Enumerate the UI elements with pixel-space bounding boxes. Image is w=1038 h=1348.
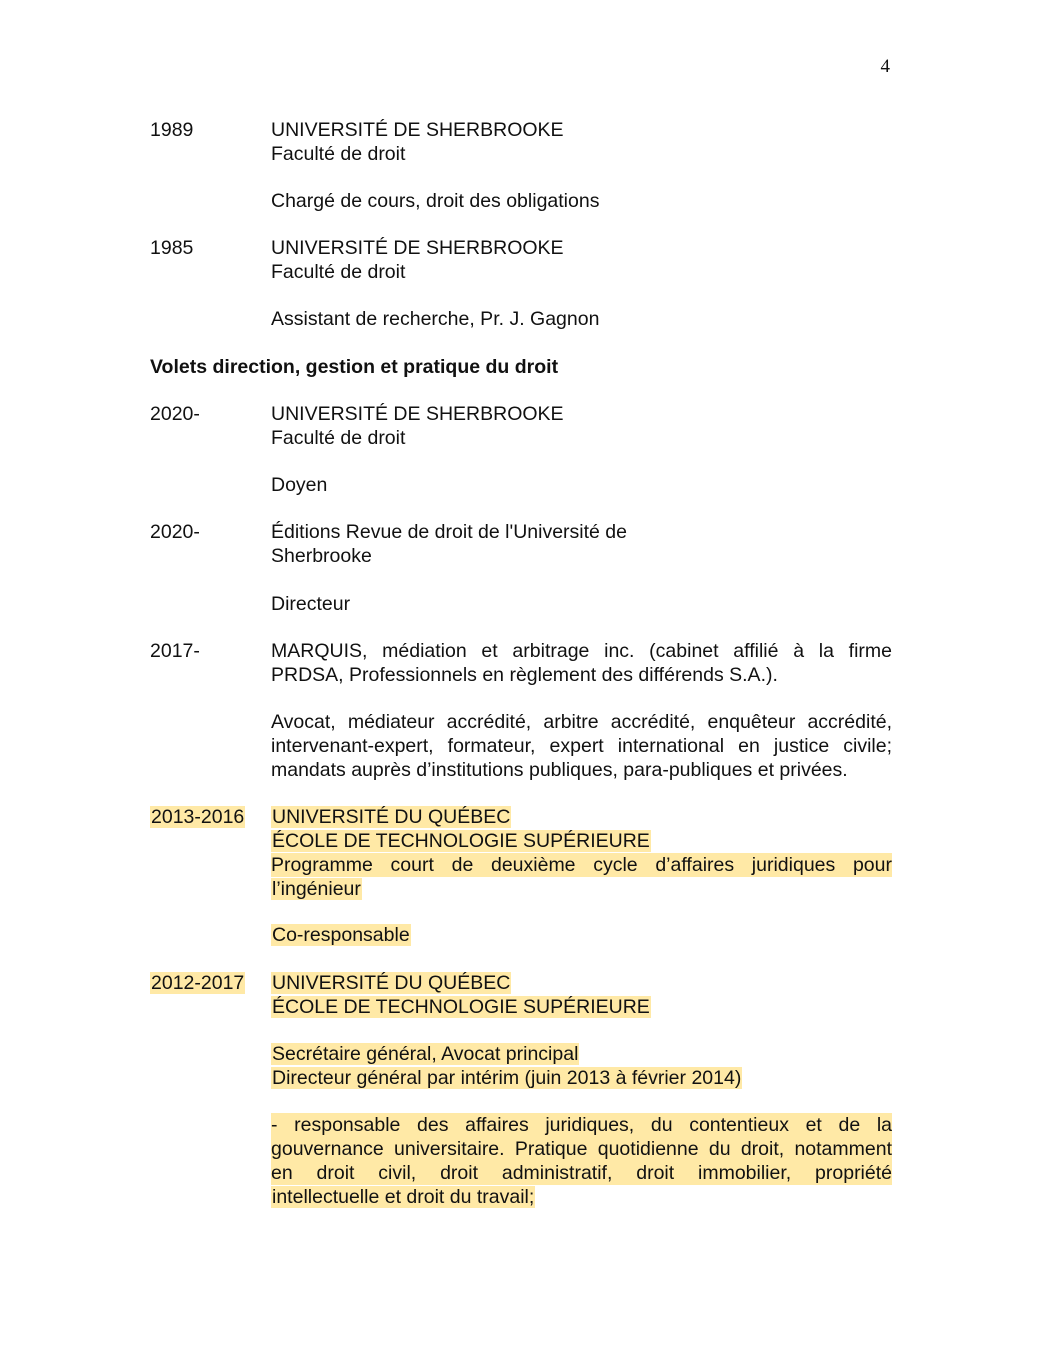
entry-role-line: Avocat, médiateur accrédité, arbitre accrédité, enquêteur accrédité, — [271, 711, 892, 733]
entry-year: 2012-2017 — [151, 972, 245, 994]
entry-line: Éditions Revue de droit de l'Université de — [271, 521, 627, 543]
entry-institution: UNIVERSITÉ DE SHERBROOKE — [271, 237, 564, 259]
entry-institution: UNIVERSITÉ DE SHERBROOKE — [271, 403, 564, 425]
entry-desc-line: - responsable des affaires juridiques, du contentieux et de la — [271, 1114, 892, 1136]
entry-desc-line: intellectuelle et droit du travail; — [272, 1186, 535, 1208]
section-heading: Volets direction, gestion et pratique du droit — [150, 356, 559, 378]
entry-line: UNIVERSITÉ DU QUÉBEC — [272, 972, 511, 994]
entry-unit: Faculté de droit — [271, 261, 406, 283]
entry-unit: Faculté de droit — [271, 143, 406, 165]
entry-line: Sherbrooke — [271, 545, 372, 567]
entry-role-line: mandats auprès d’institutions publiques, para-publiques et privées. — [271, 759, 848, 781]
entry-year: 2020- — [150, 403, 200, 425]
entry-role: Directeur — [271, 593, 351, 615]
entry-line: PRDSA, Professionnels en règlement des différends S.A.). — [271, 664, 778, 686]
entry-role: Doyen — [271, 474, 328, 496]
page-number: 4 — [880, 56, 890, 77]
entry-role: Assistant de recherche, Pr. J. Gagnon — [271, 308, 600, 330]
entry-year: 1989 — [150, 119, 194, 141]
entry-line: MARQUIS, médiation et arbitrage inc. (cabinet affilié à la firme — [271, 640, 892, 662]
entry-role-line: Directeur général par intérim (juin 2013 à février 2014) — [272, 1067, 742, 1089]
entry-role-line: Secrétaire général, Avocat principal — [272, 1043, 579, 1065]
entry-year: 2017- — [150, 640, 200, 662]
entry-line: l’ingénieur — [272, 878, 361, 900]
entry-line: Programme court de deuxième cycle d’affaires juridiques pour — [271, 854, 892, 876]
entry-role: Chargé de cours, droit des obligations — [271, 190, 600, 212]
entry-year: 2013-2016 — [151, 806, 245, 828]
entry-line: ÉCOLE DE TECHNOLOGIE SUPÉRIEURE — [272, 830, 650, 852]
entry-institution: UNIVERSITÉ DE SHERBROOKE — [271, 119, 564, 141]
entry-desc-line: gouvernance universitaire. Pratique quotidienne du droit, notamment — [271, 1138, 892, 1160]
entry-year: 1985 — [150, 237, 194, 259]
entry-role: Co-responsable — [272, 924, 410, 946]
entry-year: 2020- — [150, 521, 200, 543]
entry-desc-line: en droit civil, droit administratif, droit immobilier, propriété — [271, 1162, 892, 1184]
entry-line: ÉCOLE DE TECHNOLOGIE SUPÉRIEURE — [272, 996, 650, 1018]
entry-unit: Faculté de droit — [271, 427, 406, 449]
entry-line: UNIVERSITÉ DU QUÉBEC — [272, 806, 511, 828]
entry-role-line: intervenant-expert, formateur, expert international en justice civile; — [271, 735, 892, 757]
